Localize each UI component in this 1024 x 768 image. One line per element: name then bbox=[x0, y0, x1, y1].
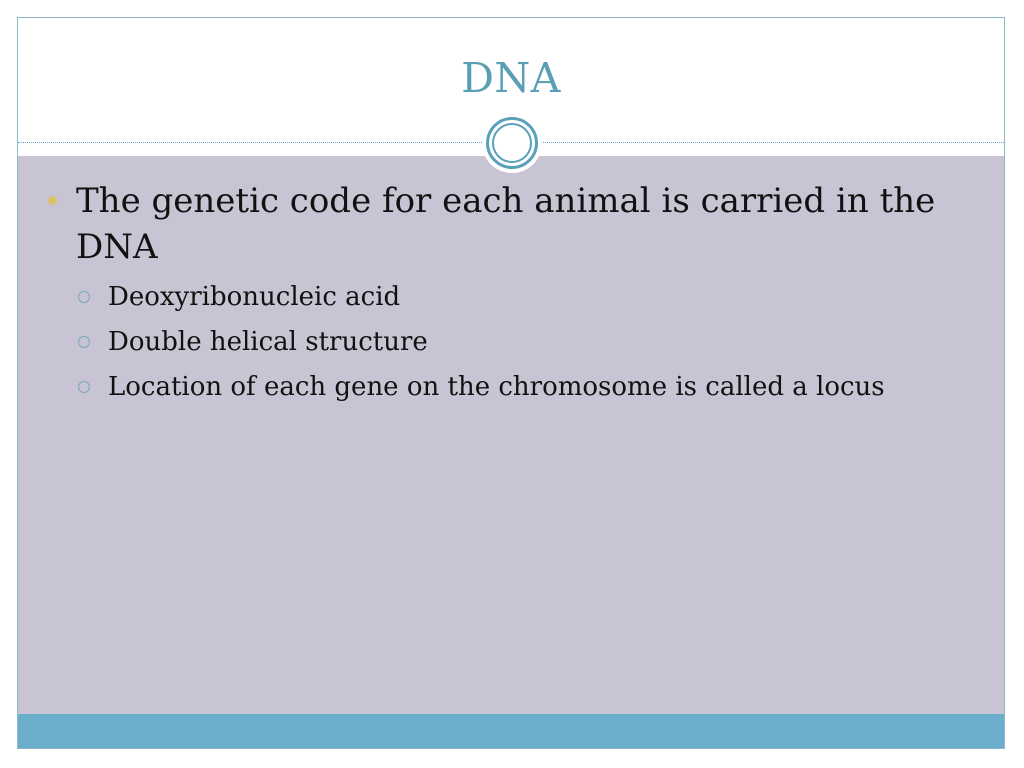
hollow-circle-bullet-icon bbox=[78, 291, 90, 303]
slide-title: DNA bbox=[461, 54, 561, 102]
footer-bar bbox=[18, 714, 1004, 748]
sub-bullet-text: Double helical structure bbox=[108, 327, 428, 357]
ring-ornament-inner-icon bbox=[492, 123, 532, 163]
hollow-circle-bullet-icon bbox=[78, 381, 90, 393]
sub-bullet-text: Location of each gene on the chromosome is called a locus bbox=[108, 372, 885, 402]
sub-bullet-text: Deoxyribonucleic acid bbox=[108, 282, 401, 312]
hollow-circle-bullet-icon bbox=[78, 336, 90, 348]
bullet-dot-icon bbox=[48, 196, 57, 205]
bullet-text: The genetic code for each animal is carried in the DNA bbox=[76, 181, 936, 267]
slide-frame bbox=[17, 17, 1005, 749]
